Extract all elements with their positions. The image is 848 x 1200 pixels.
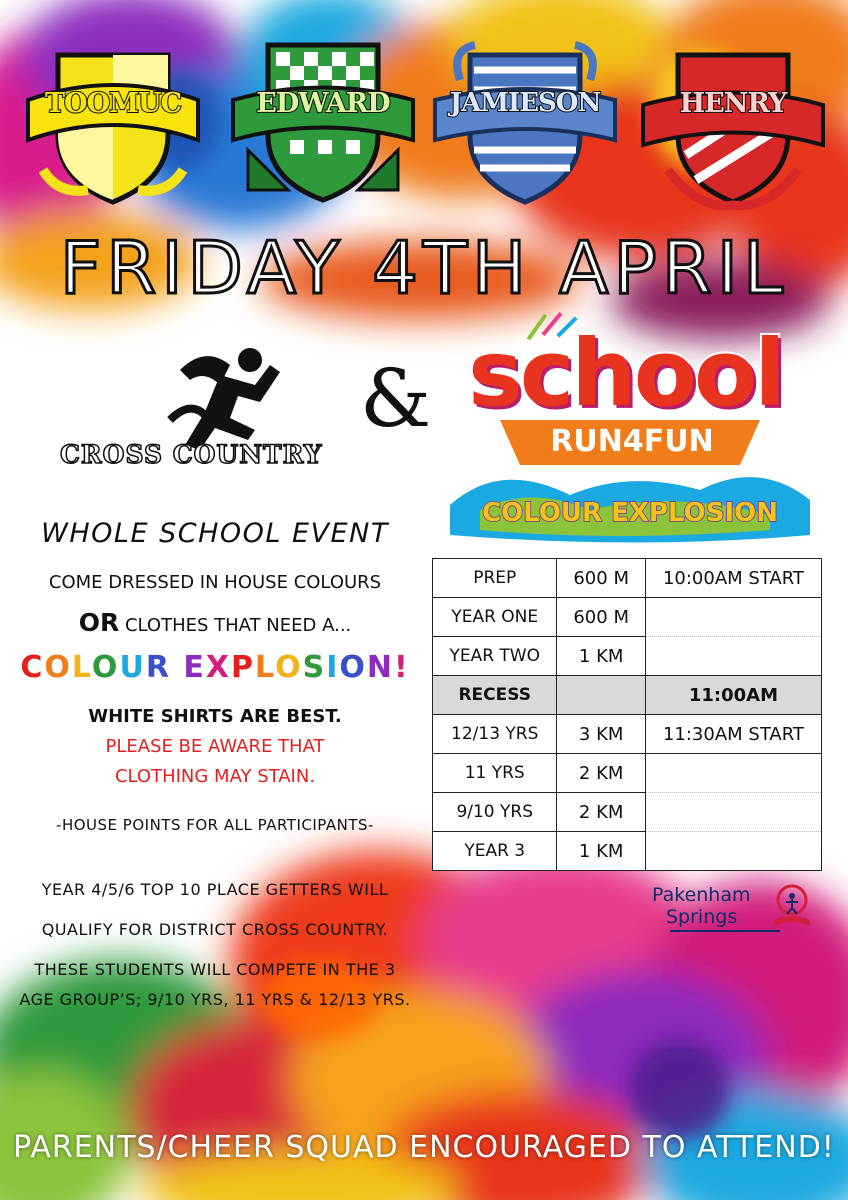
explosion-letter: I	[326, 650, 340, 685]
race-distance: 1 KM	[557, 637, 645, 676]
race-time	[645, 598, 821, 637]
explosion-letter: E	[183, 650, 206, 685]
event-date-title: FRIDAY 4TH APRIL	[59, 226, 789, 310]
or-instruction	[0, 608, 430, 637]
explosion-letter: O	[275, 650, 303, 685]
race-time	[645, 832, 821, 871]
house-crest-edward	[228, 40, 418, 210]
run4fun-wordmark: RUN4FUN	[550, 424, 714, 459]
or-rest: CLOTHES THAT NEED A...	[124, 615, 352, 636]
whole-school-event-heading: WHOLE SCHOOL EVENT	[41, 518, 389, 549]
race-distance: 1 KM	[557, 832, 645, 871]
table-row	[433, 598, 822, 637]
explosion-letter: S	[302, 650, 327, 685]
race-distance: 2 KM	[557, 793, 645, 832]
table-row-recess	[433, 676, 822, 715]
school-name-line-1: Pakenham	[652, 884, 751, 906]
colour-explosion-heading	[0, 650, 430, 685]
explosion-letter: R	[145, 650, 171, 685]
school-crest-icon	[768, 882, 816, 934]
race-distance: 3 KM	[557, 715, 645, 754]
ampersand: &	[360, 352, 432, 445]
house-name-jamieson: JAMIESON	[449, 88, 601, 118]
race-time	[645, 793, 821, 832]
logo-underline	[670, 930, 780, 932]
race-time: 11:00AM	[645, 676, 821, 715]
race-group: 11 YRS	[433, 754, 557, 793]
table-row	[433, 832, 822, 871]
dress-instruction: COME DRESSED IN HOUSE COLOURS	[48, 572, 382, 593]
race-schedule-table	[432, 558, 822, 871]
district-note-line-2: QUALIFY FOR DISTRICT CROSS COUNTRY.	[41, 920, 389, 939]
race-group: 9/10 YRS	[433, 793, 557, 832]
house-name-henry: HENRY	[679, 88, 787, 119]
district-note-line-3: THESE STUDENTS WILL COMPETE IN THE 3	[34, 960, 396, 979]
table-row	[433, 715, 822, 754]
race-time	[645, 637, 821, 676]
district-note-line-1: YEAR 4/5/6 TOP 10 PLACE GETTERS WILL	[41, 880, 389, 899]
race-group: YEAR ONE	[433, 598, 557, 637]
colour-explosion-text	[20, 650, 409, 685]
house-crest-jamieson	[430, 40, 620, 210]
race-distance: 2 KM	[557, 754, 645, 793]
house-points-note: -HOUSE POINTS FOR ALL PARTICIPANTS-	[56, 816, 374, 834]
race-group: PREP	[433, 559, 557, 598]
or-word: OR	[78, 608, 120, 637]
explosion-letter: L	[71, 650, 92, 685]
explosion-letter: L	[255, 650, 276, 685]
table-row	[433, 637, 822, 676]
race-time: 10:00AM START	[645, 559, 821, 598]
explosion-letter: C	[20, 650, 45, 685]
colour-explosion-wordmark: COLOUR EXPLOSION	[482, 498, 778, 528]
house-name-edward: EDWARD	[256, 88, 390, 119]
cheer-squad-footer: PARENTS/CHEER SQUAD ENCOURAGED TO ATTEND!	[13, 1130, 835, 1165]
table-row	[433, 754, 822, 793]
race-group: YEAR 3	[433, 832, 557, 871]
explosion-letter: U	[119, 650, 146, 685]
table-row	[433, 793, 822, 832]
explosion-letter	[171, 650, 183, 685]
race-group: YEAR TWO	[433, 637, 557, 676]
explosion-letter: X	[205, 650, 232, 685]
race-time	[645, 754, 821, 793]
race-distance: 600 M	[557, 598, 645, 637]
race-time: 11:30AM START	[645, 715, 821, 754]
house-crest-henry	[638, 40, 828, 210]
explosion-letter: O	[44, 650, 72, 685]
explosion-letter: !	[393, 650, 410, 685]
white-shirts-note: WHITE SHIRTS ARE BEST.	[88, 706, 342, 727]
race-distance: 600 M	[557, 559, 645, 598]
explosion-letter: O	[339, 650, 367, 685]
house-name-toomuc: TOOMUC	[44, 88, 182, 119]
cross-country-label: CROSS COUNTRY	[60, 440, 323, 469]
race-group: 12/13 YRS	[433, 715, 557, 754]
stain-warning-line-1: PLEASE BE AWARE THAT	[105, 736, 325, 757]
school-wordmark: school	[468, 320, 783, 427]
stain-warning-line-2: CLOTHING MAY STAIN.	[114, 766, 316, 787]
explosion-letter: O	[91, 650, 120, 685]
school-run4fun-logo	[440, 310, 820, 550]
district-note-line-4: AGE GROUP’S; 9/10 YRS, 11 YRS & 12/13 YRS.	[19, 990, 411, 1009]
race-group: RECESS	[433, 676, 557, 715]
table-row	[433, 559, 822, 598]
explosion-letter: N	[366, 650, 394, 685]
house-crest-toomuc	[18, 40, 208, 210]
explosion-letter: P	[231, 650, 256, 685]
pakenham-springs-logo	[652, 880, 822, 940]
school-name-line-2: Springs	[666, 906, 738, 928]
race-distance	[557, 676, 645, 715]
